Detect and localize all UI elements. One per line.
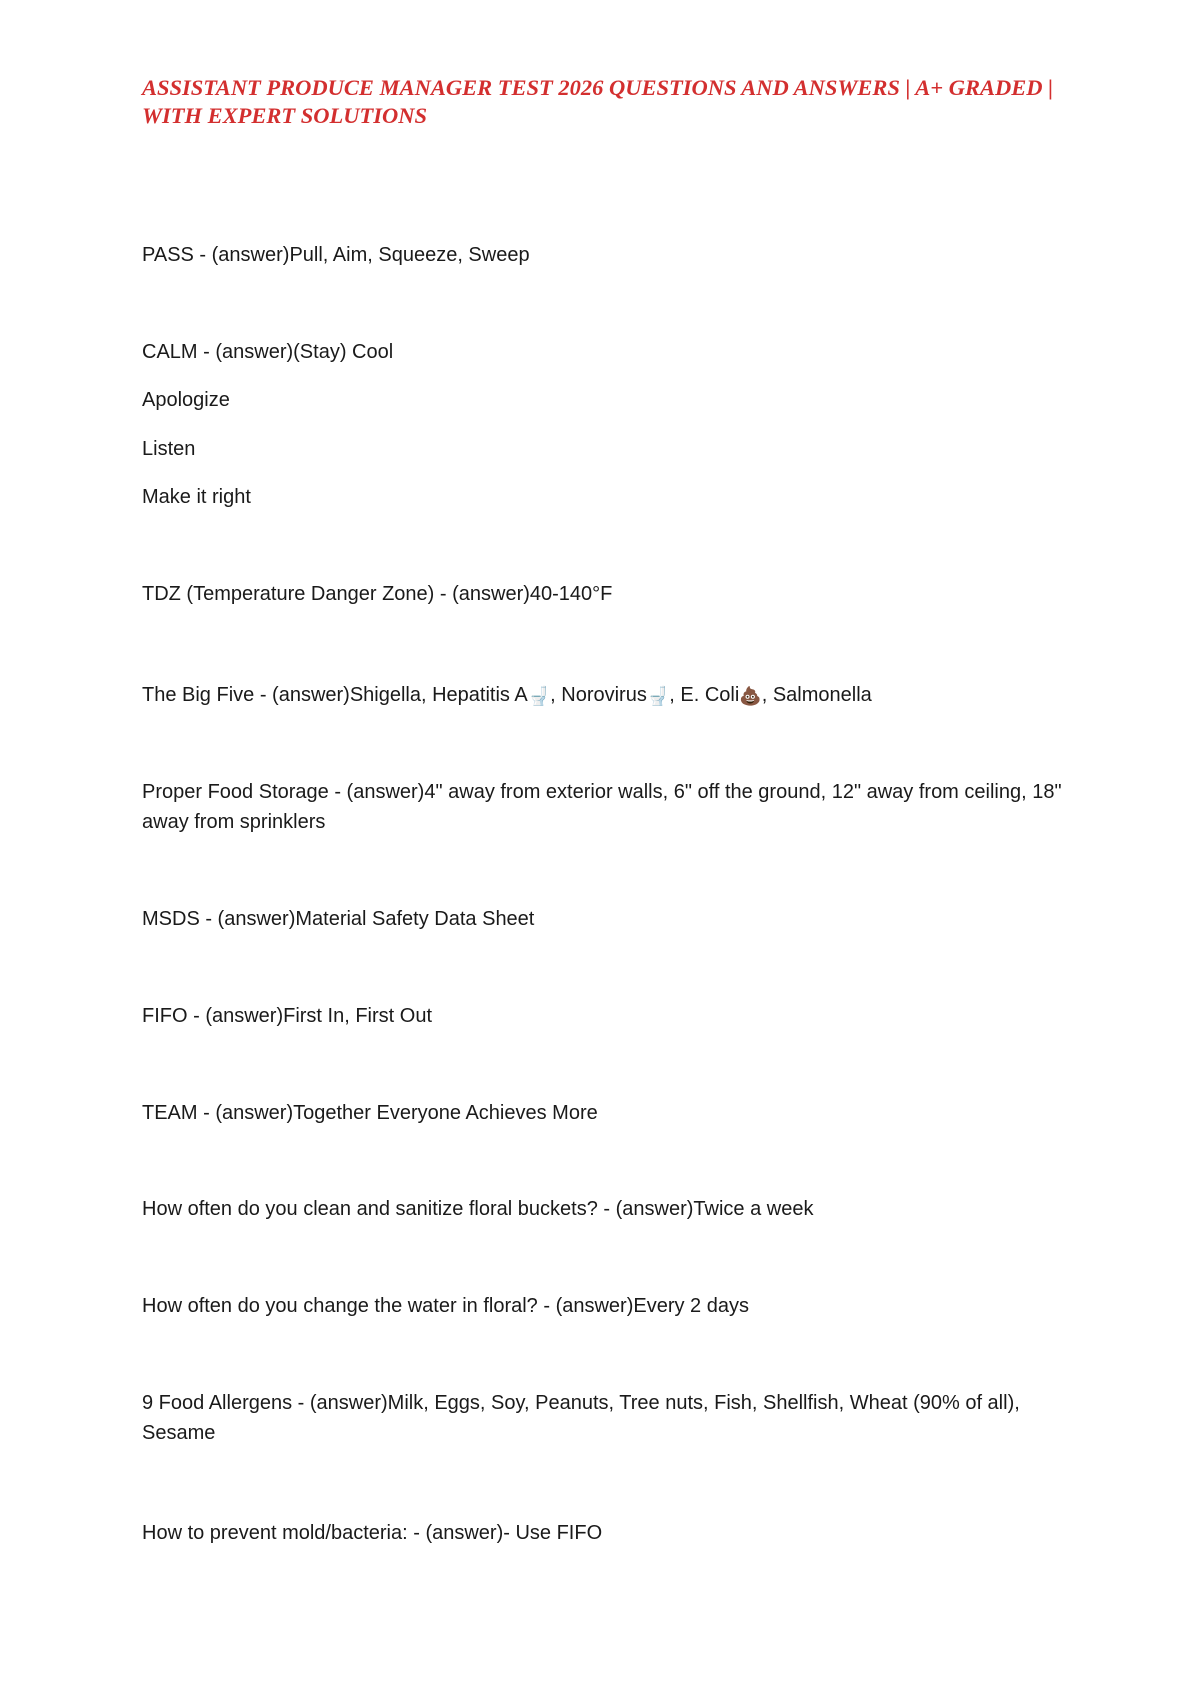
big-five-text-4: , Salmonella	[761, 684, 872, 706]
toilet-icon: 🚽	[646, 686, 670, 706]
entry-allergens: 9 Food Allergens - (answer)Milk, Eggs, Soy, Peanuts, Tree nuts, Fish, Shellfish, Wheat (90% of all), Sesame	[142, 1392, 1020, 1444]
document-title: ASSISTANT PRODUCE MANAGER TEST 2026 QUESTIONS AND ANSWERS | A+ GRADED | WITH EXPERT SOLUTIONS	[142, 75, 1054, 128]
entry-floral-water: How often do you change the water in floral? - (answer)Every 2 days	[142, 1295, 749, 1317]
toilet-icon: 🚽	[527, 686, 551, 706]
entry-pass: PASS - (answer)Pull, Aim, Squeeze, Sweep	[142, 244, 530, 266]
entry-floral-buckets: How often do you clean and sanitize floral buckets? - (answer)Twice a week	[142, 1198, 814, 1220]
entry-big-five	[142, 680, 1082, 710]
entry-mold: How to prevent mold/bacteria: - (answer)- Use FIFO	[142, 1522, 603, 1544]
entry-msds: MSDS - (answer)Material Safety Data Sheet	[142, 908, 535, 930]
entry-food-storage: Proper Food Storage - (answer)4" away from exterior walls, 6" off the ground, 12" away from ceiling, 18" away from sprinklers	[142, 781, 1062, 833]
entry-calm-make-it-right: Make it right	[142, 486, 251, 508]
big-five-text-2: , Norovirus	[550, 684, 647, 706]
entry-calm: CALM - (answer)(Stay) Cool	[142, 341, 394, 363]
entry-calm-apologize: Apologize	[142, 389, 230, 411]
big-five-text-3: , E. Coli	[669, 684, 740, 706]
entry-calm-listen: Listen	[142, 438, 196, 460]
entry-tdz: TDZ (Temperature Danger Zone) - (answer)40-140°F	[142, 583, 613, 605]
poop-icon: 💩	[739, 686, 762, 706]
big-five-text-1: The Big Five - (answer)Shigella, Hepatitis A	[142, 684, 528, 706]
entry-fifo: FIFO - (answer)First In, First Out	[142, 1005, 433, 1027]
entry-team: TEAM - (answer)Together Everyone Achieves More	[142, 1102, 598, 1124]
